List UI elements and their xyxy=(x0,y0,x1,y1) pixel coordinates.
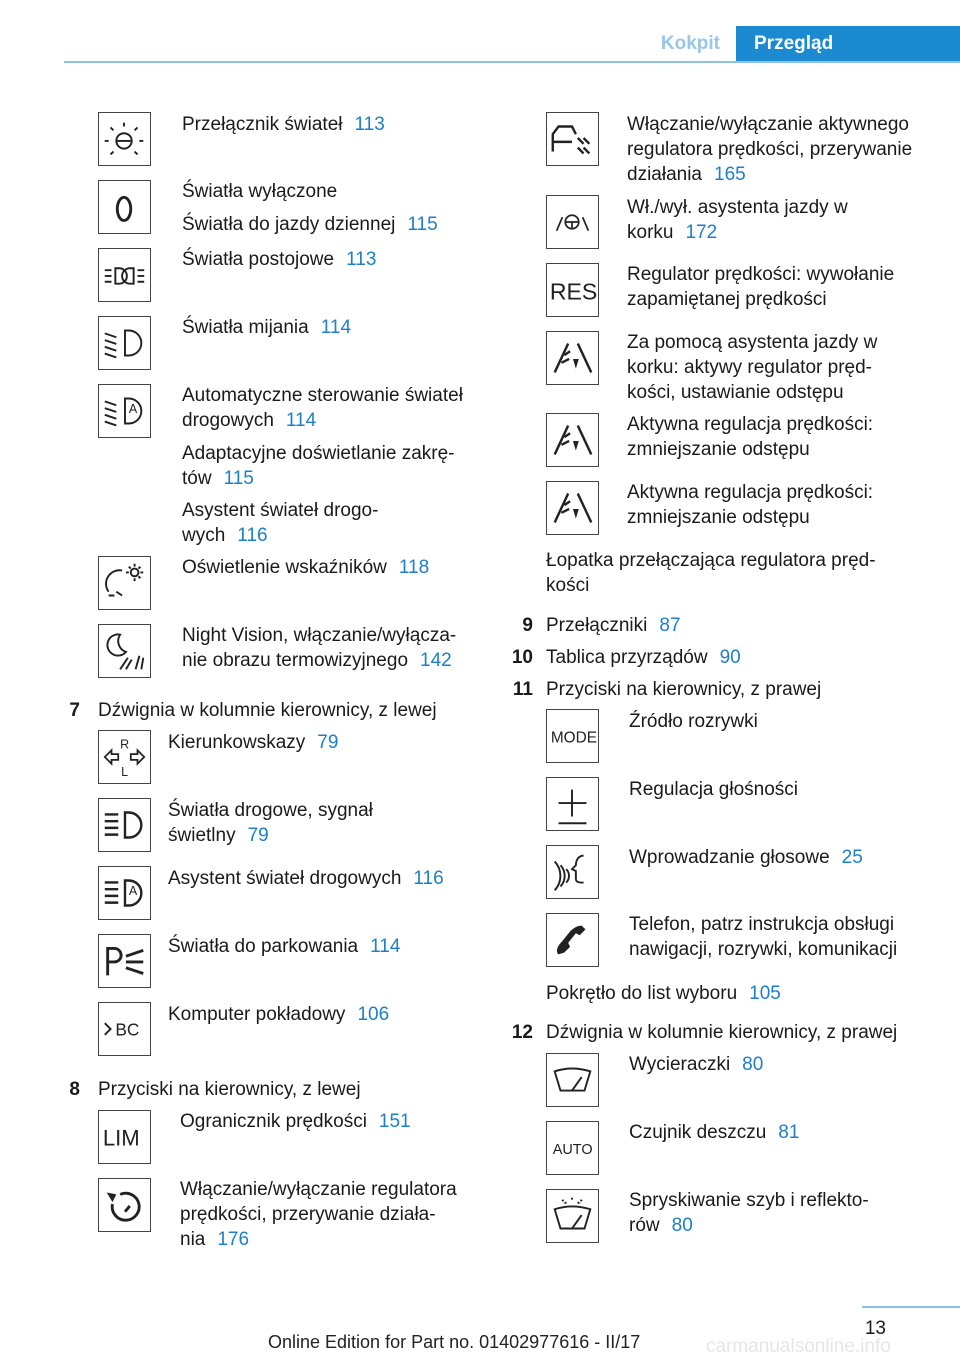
onboard-computer-icon xyxy=(98,1002,151,1056)
rain-sensor-icon xyxy=(546,1121,599,1175)
edition-note: Online Edition for Part no. 01402977616 - II/17 xyxy=(268,1332,641,1352)
page-ref[interactable]: 80 xyxy=(742,1054,764,1075)
auto-high-beam-icon xyxy=(98,384,151,438)
item-high-beam-assistant: Asystent świateł drogo- wych 116 xyxy=(182,500,379,546)
item-parking-lights: Światła postojowe 113 xyxy=(182,249,377,270)
page-ref[interactable]: 106 xyxy=(357,1004,390,1025)
section-title: Tablica przyrządów 90 xyxy=(546,647,741,668)
active-cruise-icon xyxy=(546,112,599,166)
volume-icon xyxy=(546,777,599,831)
svg-text:BC: BC xyxy=(115,1019,140,1040)
night-vision-icon xyxy=(98,624,151,678)
parking-light-icon xyxy=(98,934,151,988)
item-low-beam: Światła mijania 114 xyxy=(182,317,352,338)
item-parking-light: Światła do parkowania 114 xyxy=(168,936,401,957)
svg-text:AUTO: AUTO xyxy=(552,1141,593,1158)
item-high-beam-assistant-2: Asystent świateł drogowych 116 xyxy=(168,868,444,889)
page-ref[interactable]: 151 xyxy=(378,1111,411,1132)
svg-text:R: R xyxy=(120,737,130,752)
item-wipers: Wycieraczki 80 xyxy=(629,1054,764,1075)
page-ref[interactable]: 114 xyxy=(370,936,401,957)
page-ref[interactable]: 142 xyxy=(420,650,452,671)
low-beam-icon xyxy=(98,316,151,370)
svg-text:A: A xyxy=(128,883,138,898)
lights-off-icon xyxy=(98,180,151,234)
resume-icon xyxy=(546,263,599,317)
tab-przeglad-label: Przegląd xyxy=(754,33,834,54)
turn-signal-icon xyxy=(98,730,151,784)
svg-text:L: L xyxy=(121,765,129,780)
item-high-beam: Światła drogowe, sygnał świetlny 79 xyxy=(168,800,373,846)
page-ref[interactable]: 165 xyxy=(714,164,746,185)
item-speed-limiter: Ogranicznik prędkości 151 xyxy=(180,1111,411,1132)
page-ref[interactable]: 118 xyxy=(398,557,430,578)
tab-przeglad[interactable] xyxy=(736,26,960,61)
parking-lights-icon xyxy=(98,248,151,302)
item-volume: Regulacja głośności xyxy=(629,779,798,800)
section-title: Dźwignia w kolumnie kierownicy, z lewej xyxy=(98,700,437,721)
section-title: Przełączniki 87 xyxy=(546,615,681,636)
page-ref[interactable]: 113 xyxy=(354,114,385,135)
header-rule xyxy=(64,61,960,63)
svg-text:MODE: MODE xyxy=(550,729,597,747)
cruise-control-icon xyxy=(98,1178,151,1232)
footer-rule xyxy=(862,1306,960,1308)
high-beam-icon xyxy=(98,798,151,852)
item-daytime-lights: Światła do jazdy dziennej 115 xyxy=(182,214,438,235)
washer-icon xyxy=(546,1189,599,1243)
item-phone: Telefon, patrz instrukcja obsługi nawigacji, rozrywki, komunikacji xyxy=(629,914,898,960)
section-number: 8 xyxy=(69,1079,80,1100)
phone-icon xyxy=(546,913,599,967)
svg-text:LIM: LIM xyxy=(102,1125,140,1151)
page-ref[interactable]: 176 xyxy=(217,1229,250,1250)
page-ref[interactable]: 114 xyxy=(320,317,352,338)
section-number: 11 xyxy=(512,679,533,700)
item-washer: Spryskiwanie szyb i reflekto- rów 80 xyxy=(629,1190,869,1236)
item-resume-speed: Regulator prędkości: wywołanie zapamiętanej prędkości xyxy=(627,264,895,310)
traffic-jam-assistant-icon xyxy=(546,195,599,249)
page-ref[interactable]: 115 xyxy=(223,468,254,489)
item-auto-high-beam: Automatyczne sterowanie świateł drogowych 114 xyxy=(182,385,463,431)
page-ref[interactable]: 114 xyxy=(285,410,317,431)
section-title: Przyciski na kierownicy, z prawej xyxy=(546,679,822,700)
item-night-vision: Night Vision, włączanie/wyłącza- nie obrazu termowizyjnego 142 xyxy=(182,625,457,671)
tab-kokpit[interactable]: Kokpit xyxy=(638,26,738,61)
instrument-lighting-icon xyxy=(98,556,151,610)
item-entertainment-source: Źródło rozrywki xyxy=(629,711,758,732)
page-ref[interactable]: 116 xyxy=(237,525,268,546)
item-selection-wheel: Pokrętło do list wyboru 105 xyxy=(546,983,781,1004)
svg-text:A: A xyxy=(128,401,138,416)
page-ref[interactable]: 79 xyxy=(317,732,339,753)
item-rain-sensor: Czujnik deszczu 81 xyxy=(629,1122,800,1143)
page-ref[interactable]: 113 xyxy=(346,249,377,270)
limiter-icon xyxy=(98,1110,151,1164)
item-turn-signals: Kierunkowskazy 79 xyxy=(168,732,339,753)
section-number: 7 xyxy=(69,700,80,721)
item-distance-decrease: Aktywna regulacja prędkości: zmniejszanie odstępu xyxy=(627,414,874,460)
page-ref[interactable]: 79 xyxy=(247,825,269,846)
item-light-switch: Przełącznik świateł 113 xyxy=(182,114,385,135)
section-number: 12 xyxy=(511,1022,533,1043)
page-ref[interactable]: 90 xyxy=(719,647,741,668)
item-onboard-computer: Komputer pokładowy 106 xyxy=(168,1004,390,1025)
item-distance-set: Za pomocą asystenta jazdy w korku: aktywy regulator pręd- kości, ustawianie odstępu xyxy=(627,332,878,403)
svg-text:RES: RES xyxy=(549,278,598,305)
item-adaptive-lights: Adaptacyjne doświetlanie zakrę- tów 115 xyxy=(182,443,455,489)
wiper-icon xyxy=(546,1053,599,1107)
item-active-cruise: Włączanie/wyłączanie aktywnego regulatora prędkości, przerywanie działania 165 xyxy=(627,114,913,185)
item-distance-decrease-2: Aktywna regulacja prędkości: zmniejszanie odstępu xyxy=(627,482,874,528)
page-ref[interactable]: 81 xyxy=(778,1122,800,1143)
section-number: 10 xyxy=(511,647,533,668)
page-ref[interactable]: 87 xyxy=(659,615,681,636)
page-ref[interactable]: 116 xyxy=(413,868,444,889)
section-title: Dźwignia w kolumnie kierownicy, z prawej xyxy=(546,1022,898,1043)
page-ref[interactable]: 105 xyxy=(749,983,781,1004)
distance-decrease-icon-2 xyxy=(546,481,599,535)
mode-icon xyxy=(546,709,599,763)
page-ref[interactable]: 80 xyxy=(671,1215,693,1236)
item-cruise-paddle: Łopatka przełączająca regulatora pręd- kości xyxy=(546,550,876,596)
page-ref[interactable]: 25 xyxy=(841,847,863,868)
page-ref[interactable]: 172 xyxy=(685,222,718,243)
item-voice-input: Wprowadzanie głosowe 25 xyxy=(629,847,863,868)
distance-decrease-icon xyxy=(546,413,599,467)
light-switch-icon xyxy=(98,112,151,166)
page-ref[interactable]: 115 xyxy=(407,214,438,235)
watermark: carmanualsonline.info xyxy=(706,1336,891,1357)
distance-set-icon xyxy=(546,331,599,385)
voice-input-icon xyxy=(546,845,599,899)
section-title: Przyciski na kierownicy, z lewej xyxy=(98,1079,361,1100)
high-beam-assistant-icon xyxy=(98,866,151,920)
page-number: 13 xyxy=(864,1318,886,1339)
item-cruise-control: Włączanie/wyłączanie regulatora prędkości, przerywanie działa- nia 176 xyxy=(180,1179,457,1250)
item-lights-off: Światła wyłączone xyxy=(182,181,338,202)
section-number: 9 xyxy=(522,615,533,636)
item-traffic-jam-assistant: Wł./wył. asystenta jazdy w korku 172 xyxy=(627,197,848,243)
item-instrument-lighting: Oświetlenie wskaźników 118 xyxy=(182,557,430,578)
